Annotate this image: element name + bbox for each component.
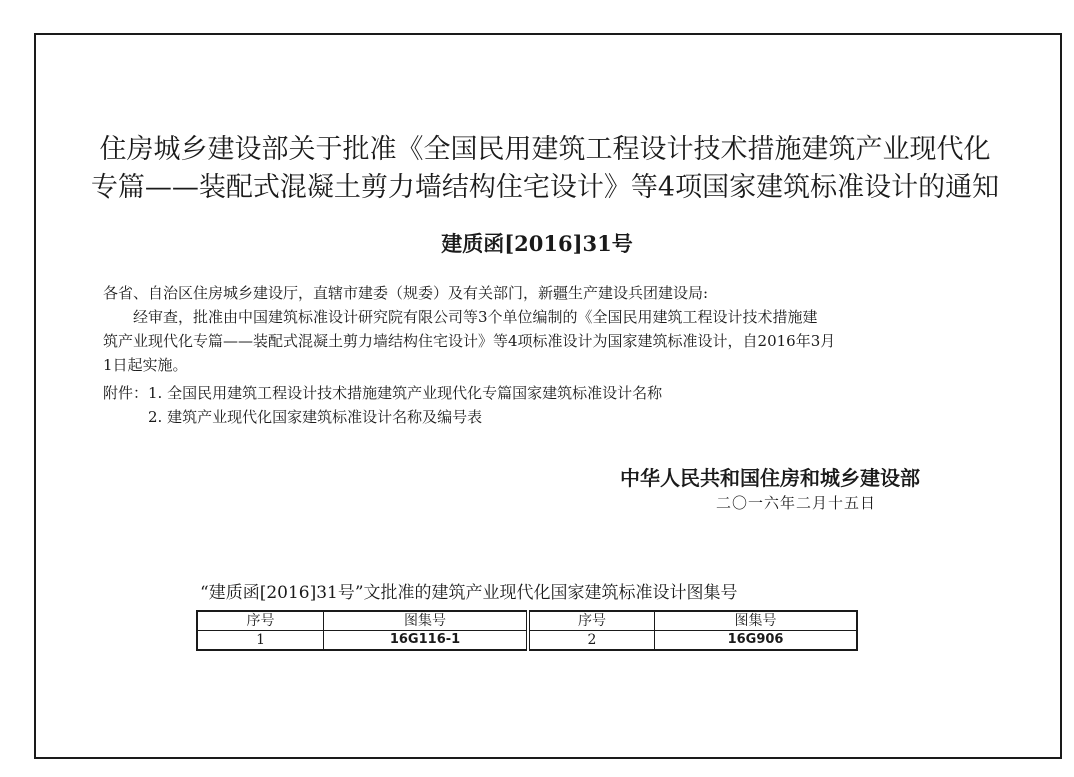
issue-date: 二〇一六年二月十五日 xyxy=(716,494,877,512)
attachment-1: 附件：1. 全国民用建筑工程设计技术措施建筑产业现代化专篇国家建筑标准设计名称 xyxy=(103,384,663,402)
header-atlas-2: 图集号 xyxy=(655,611,857,631)
header-seq-2: 序号 xyxy=(528,611,655,631)
body-line-2: 筑产业现代化专篇——装配式混凝土剪力墙结构住宅设计》等4项标准设计为国家建筑标准设计，自2016年3月 xyxy=(103,332,836,350)
table-caption: “建质函[2016]31号”文批准的建筑产业现代化国家建筑标准设计图集号 xyxy=(200,583,738,603)
notice-title-line-2: 专篇——装配式混凝土剪力墙结构住宅设计》等4项国家建筑标准设计的通知 xyxy=(90,172,1000,203)
issuer-signature: 中华人民共和国住房和城乡建设部 xyxy=(620,466,920,490)
salutation: 各省、自治区住房城乡建设厅，直辖市建委（规委）及有关部门，新疆生产建设兵团建设局: xyxy=(103,284,709,302)
document-number: 建质函[2016]31号 xyxy=(441,231,633,256)
body-line-1: 经审查，批准由中国建筑标准设计研究院有限公司等3个单位编制的《全国民用建筑工程设计技术措施建 xyxy=(103,308,818,326)
atlas-number-table xyxy=(196,610,858,651)
cell-seq-2: 2 xyxy=(528,631,655,651)
body-line-3: 1日起实施。 xyxy=(103,356,188,374)
table-row xyxy=(197,631,857,651)
cell-atlas-2: 16G906 xyxy=(655,631,857,651)
attachment-2: 2. 建筑产业现代化国家建筑标准设计名称及编号表 xyxy=(103,408,483,426)
cell-atlas-1: 16G116-1 xyxy=(324,631,528,651)
header-seq-1: 序号 xyxy=(197,611,324,631)
header-atlas-1: 图集号 xyxy=(324,611,528,631)
table-header-row xyxy=(197,611,857,631)
cell-seq-1: 1 xyxy=(197,631,324,651)
notice-title-line-1: 住房城乡建设部关于批准《全国民用建筑工程设计技术措施建筑产业现代化 xyxy=(99,134,991,165)
